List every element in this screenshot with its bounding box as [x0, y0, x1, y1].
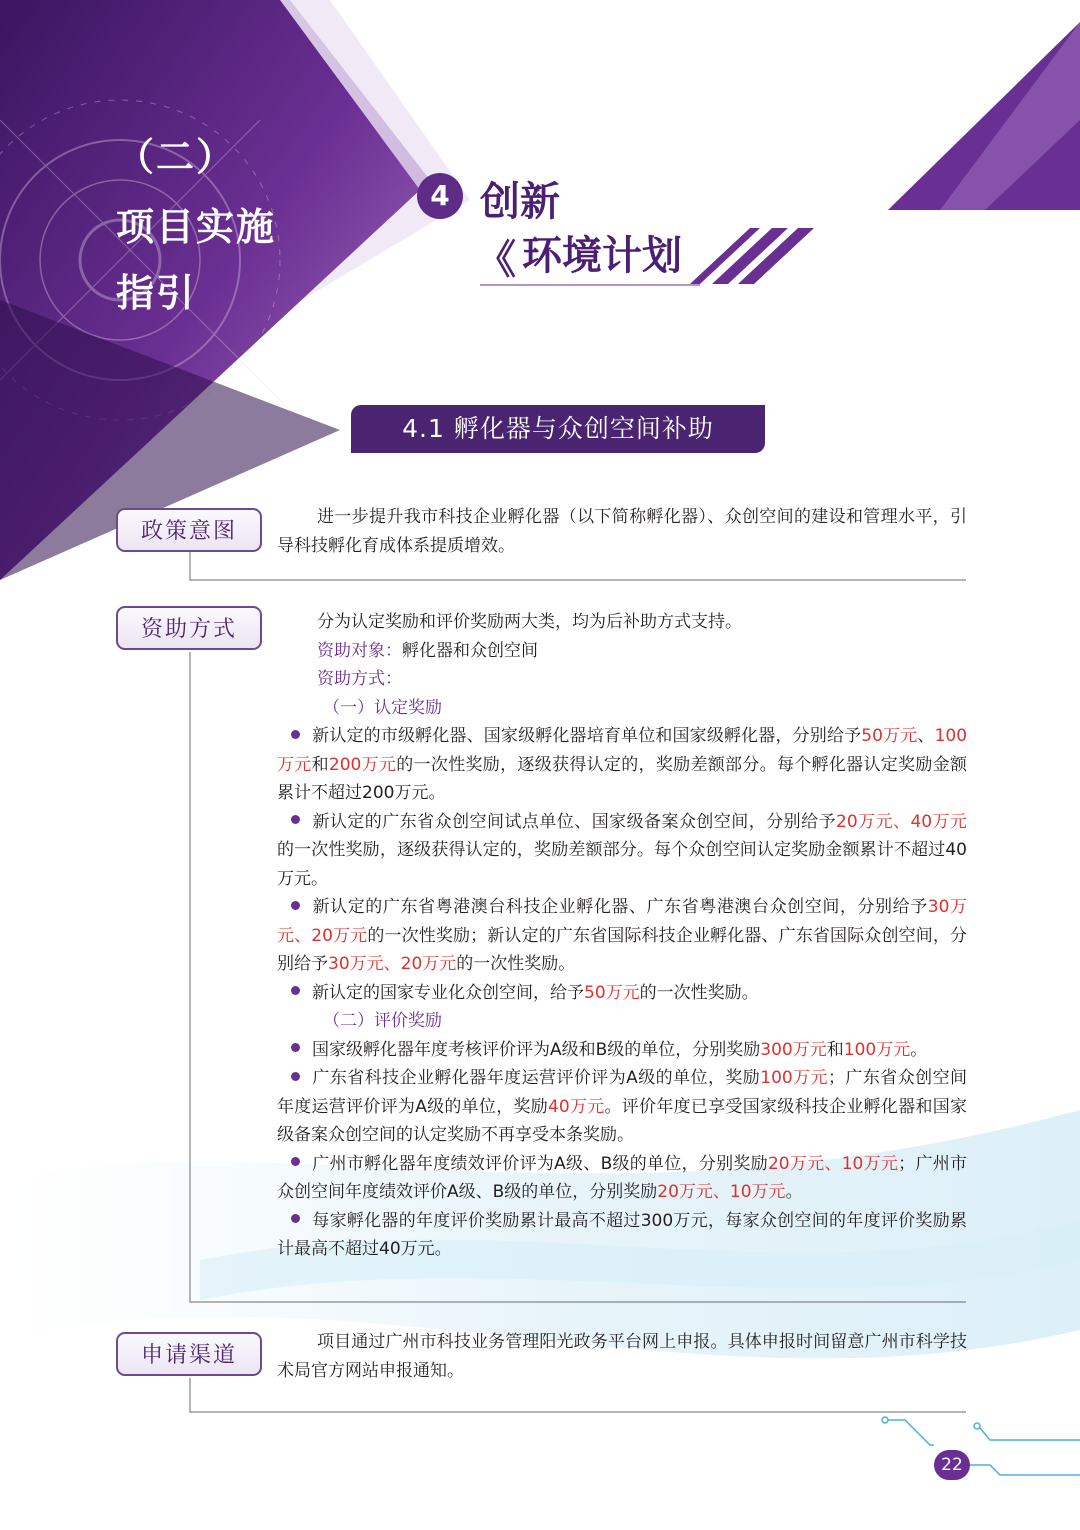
label-funding-method: 资助方式: [116, 606, 262, 650]
label-policy-intent: 政策意图: [116, 508, 262, 552]
list-item: 新认定的广东省粤港澳台科技企业孵化器、广东省粤港澳台众创空间，分别给予30万元、20万元的一次性奖励；新认定的广东省国际科技企业孵化器、广东省国际众创空间，分别给予30万元、20万元的一次性奖励。: [277, 897, 967, 974]
list-item: 广东省科技企业孵化器年度运营评价评为A级的单位，奖励100万元；广东省众创空间年度运营评价评为A级的单位，奖励40万元。评价年度已享受国家级科技企业孵化器和国家级备案众创空间的认定奖励不再享受本条奖励。: [277, 1068, 968, 1145]
bullet-icon: [291, 1157, 300, 1166]
bullet-icon: [291, 1214, 300, 1223]
funding-method-label: 资助方式：: [317, 669, 402, 689]
bullet-icon: [291, 1072, 300, 1081]
chapter-title-line1: 项目实施: [116, 205, 277, 249]
list-item: 新认定的国家专业化众创空间，给予50万元的一次性奖励。: [277, 979, 967, 1008]
funding-target: [277, 637, 967, 666]
bullet-icon: [291, 986, 300, 995]
category-evaluation: （二）评价奖励: [323, 1011, 442, 1031]
page-number: 22: [934, 1450, 970, 1480]
section-number: 4: [417, 173, 463, 219]
label-application-channel: 申请渠道: [116, 1332, 262, 1376]
funding-intro: 分为认定奖励和评价奖励两大类，均为后补助方式支持。: [317, 612, 742, 632]
list-item: 每家孵化器的年度评价奖励累计最高不超过300万元，每家众创空间的年度评价奖励累计最高不超过40万元。: [277, 1210, 967, 1259]
subsection-banner: 4.1 孵化器与众创空间补助: [351, 405, 765, 453]
funding-target-value: 孵化器和众创空间: [402, 640, 538, 661]
chapter-title-line2: 指引: [116, 271, 197, 315]
chapter-paren: （二）: [116, 135, 237, 179]
chevron-left-icon: 《: [476, 237, 516, 283]
policy-intent-text: 进一步提升我市科技企业孵化器（以下简称孵化器）、众创空间的建设和管理水平，引导科技孵化育成体系提质增效。: [277, 507, 967, 556]
list-item: 广州市孵化器年度绩效评价评为A级、B级的单位，分别奖励20万元、10万元；广州市众创空间年度绩效评价A级、B级的单位，分别奖励20万元、10万元。: [277, 1153, 967, 1202]
bullet-icon: [291, 815, 300, 824]
section-title-line2: 环境计划: [522, 233, 682, 279]
category-recognition: （一）认定奖励: [323, 697, 442, 718]
funding-target-label: 资助对象：: [317, 640, 402, 661]
funding-body: [277, 608, 967, 1264]
application-channel-text: 项目通过广州市科技业务管理阳光政务平台网上申报。具体申报时间留意广州市科学技术局官方网站申报通知。: [277, 1332, 967, 1381]
section-title-line1: 创新: [480, 179, 560, 225]
bullet-icon: [291, 901, 300, 910]
bullet-icon: [291, 1043, 300, 1052]
list-item: 新认定的广东省众创空间试点单位、国家级备案众创空间，分别给予20万元、40万元的一次性奖励，逐级获得认定的，奖励差额部分。每个众创空间认定奖励金额累计不超过40万元。: [277, 811, 968, 889]
list-item: 国家级孵化器年度考核评价评为A级和B级的单位，分别奖励300万元和100万元。: [277, 1036, 967, 1065]
list-item: 新认定的市级孵化器、国家级孵化器培育单位和国家级孵化器，分别给予50万元、100万元和200万元的一次性奖励，逐级获得认定的，奖励差额部分。每个孵化器认定奖励金额累计不超过200万元。: [277, 726, 968, 803]
bullet-icon: [291, 730, 300, 739]
title-slashes: [690, 228, 814, 284]
